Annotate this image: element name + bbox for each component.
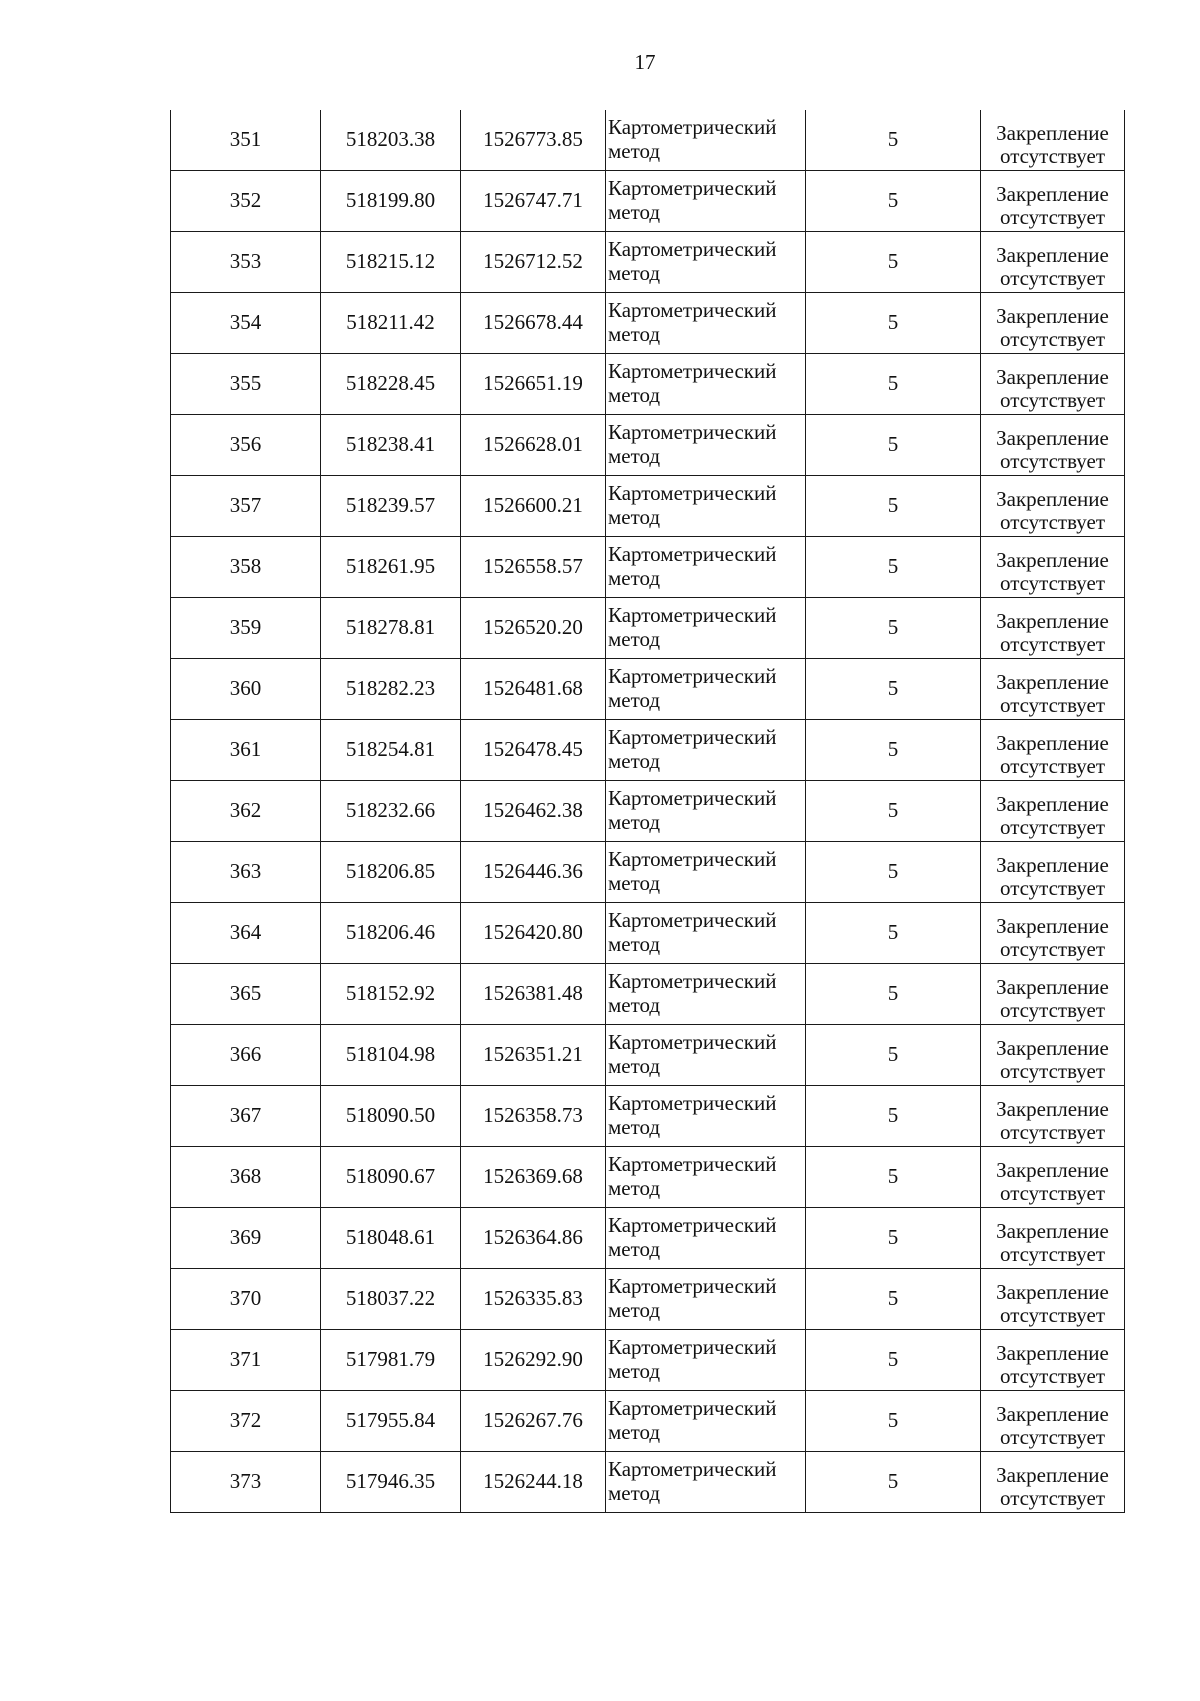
fixing-cell: Закрепление отсутствует	[981, 1391, 1125, 1452]
table-row	[171, 1025, 1125, 1086]
fixing-cell: Закрепление отсутствует	[981, 1269, 1125, 1330]
table-row	[171, 476, 1125, 537]
table-row	[171, 903, 1125, 964]
x-coordinate-cell: 518090.50	[321, 1086, 461, 1147]
fixing-cell: Закрепление отсутствует	[981, 1025, 1125, 1086]
table-row	[171, 537, 1125, 598]
table-row	[171, 1208, 1125, 1269]
y-coordinate-cell: 1526462.38	[461, 781, 606, 842]
point-number-cell: 360	[171, 659, 321, 720]
y-coordinate-cell: 1526481.68	[461, 659, 606, 720]
method-cell: Картометрический метод	[606, 537, 806, 598]
x-coordinate-cell: 518203.38	[321, 110, 461, 171]
point-number-cell: 369	[171, 1208, 321, 1269]
accuracy-cell: 5	[806, 659, 981, 720]
table-row	[171, 842, 1125, 903]
y-coordinate-cell: 1526446.36	[461, 842, 606, 903]
table-row	[171, 1086, 1125, 1147]
x-coordinate-cell: 518239.57	[321, 476, 461, 537]
point-number-cell: 367	[171, 1086, 321, 1147]
x-coordinate-cell: 518232.66	[321, 781, 461, 842]
fixing-cell: Закрепление отсутствует	[981, 1330, 1125, 1391]
y-coordinate-cell: 1526244.18	[461, 1452, 606, 1513]
y-coordinate-cell: 1526381.48	[461, 964, 606, 1025]
point-number-cell: 372	[171, 1391, 321, 1452]
method-cell: Картометрический метод	[606, 720, 806, 781]
x-coordinate-cell: 517946.35	[321, 1452, 461, 1513]
fixing-cell: Закрепление отсутствует	[981, 476, 1125, 537]
coordinates-table	[170, 110, 1125, 1513]
y-coordinate-cell: 1526600.21	[461, 476, 606, 537]
x-coordinate-cell: 518206.85	[321, 842, 461, 903]
y-coordinate-cell: 1526358.73	[461, 1086, 606, 1147]
point-number-cell: 359	[171, 598, 321, 659]
table-row	[171, 659, 1125, 720]
point-number-cell: 354	[171, 293, 321, 354]
x-coordinate-cell: 517955.84	[321, 1391, 461, 1452]
accuracy-cell: 5	[806, 354, 981, 415]
method-cell: Картометрический метод	[606, 1330, 806, 1391]
x-coordinate-cell: 518104.98	[321, 1025, 461, 1086]
accuracy-cell: 5	[806, 1452, 981, 1513]
table-row	[171, 1391, 1125, 1452]
method-cell: Картометрический метод	[606, 293, 806, 354]
table-row	[171, 964, 1125, 1025]
point-number-cell: 352	[171, 171, 321, 232]
method-cell: Картометрический метод	[606, 1025, 806, 1086]
point-number-cell: 370	[171, 1269, 321, 1330]
method-cell: Картометрический метод	[606, 598, 806, 659]
y-coordinate-cell: 1526773.85	[461, 110, 606, 171]
accuracy-cell: 5	[806, 1269, 981, 1330]
point-number-cell: 365	[171, 964, 321, 1025]
accuracy-cell: 5	[806, 964, 981, 1025]
x-coordinate-cell: 518238.41	[321, 415, 461, 476]
y-coordinate-cell: 1526420.80	[461, 903, 606, 964]
table-row	[171, 354, 1125, 415]
accuracy-cell: 5	[806, 415, 981, 476]
fixing-cell: Закрепление отсутствует	[981, 1208, 1125, 1269]
x-coordinate-cell: 518090.67	[321, 1147, 461, 1208]
method-cell: Картометрический метод	[606, 842, 806, 903]
method-cell: Картометрический метод	[606, 1391, 806, 1452]
method-cell: Картометрический метод	[606, 781, 806, 842]
accuracy-cell: 5	[806, 1086, 981, 1147]
coordinates-table-body	[171, 110, 1125, 1513]
method-cell: Картометрический метод	[606, 964, 806, 1025]
x-coordinate-cell: 518215.12	[321, 232, 461, 293]
accuracy-cell: 5	[806, 293, 981, 354]
accuracy-cell: 5	[806, 781, 981, 842]
accuracy-cell: 5	[806, 1208, 981, 1269]
accuracy-cell: 5	[806, 1330, 981, 1391]
y-coordinate-cell: 1526558.57	[461, 537, 606, 598]
table-row	[171, 598, 1125, 659]
point-number-cell: 371	[171, 1330, 321, 1391]
table-row	[171, 1330, 1125, 1391]
point-number-cell: 364	[171, 903, 321, 964]
fixing-cell: Закрепление отсутствует	[981, 1452, 1125, 1513]
point-number-cell: 351	[171, 110, 321, 171]
accuracy-cell: 5	[806, 232, 981, 293]
x-coordinate-cell: 518206.46	[321, 903, 461, 964]
y-coordinate-cell: 1526651.19	[461, 354, 606, 415]
table-row	[171, 1269, 1125, 1330]
table-row	[171, 171, 1125, 232]
table-row	[171, 1147, 1125, 1208]
method-cell: Картометрический метод	[606, 1269, 806, 1330]
y-coordinate-cell: 1526335.83	[461, 1269, 606, 1330]
x-coordinate-cell: 518211.42	[321, 293, 461, 354]
fixing-cell: Закрепление отсутствует	[981, 232, 1125, 293]
y-coordinate-cell: 1526712.52	[461, 232, 606, 293]
x-coordinate-cell: 518152.92	[321, 964, 461, 1025]
method-cell: Картометрический метод	[606, 354, 806, 415]
point-number-cell: 362	[171, 781, 321, 842]
method-cell: Картометрический метод	[606, 476, 806, 537]
y-coordinate-cell: 1526292.90	[461, 1330, 606, 1391]
fixing-cell: Закрепление отсутствует	[981, 354, 1125, 415]
fixing-cell: Закрепление отсутствует	[981, 842, 1125, 903]
fixing-cell: Закрепление отсутствует	[981, 171, 1125, 232]
fixing-cell: Закрепление отсутствует	[981, 598, 1125, 659]
x-coordinate-cell: 518261.95	[321, 537, 461, 598]
fixing-cell: Закрепление отсутствует	[981, 110, 1125, 171]
y-coordinate-cell: 1526628.01	[461, 415, 606, 476]
fixing-cell: Закрепление отсутствует	[981, 781, 1125, 842]
x-coordinate-cell: 518037.22	[321, 1269, 461, 1330]
method-cell: Картометрический метод	[606, 1452, 806, 1513]
point-number-cell: 373	[171, 1452, 321, 1513]
fixing-cell: Закрепление отсутствует	[981, 537, 1125, 598]
fixing-cell: Закрепление отсутствует	[981, 415, 1125, 476]
accuracy-cell: 5	[806, 720, 981, 781]
y-coordinate-cell: 1526267.76	[461, 1391, 606, 1452]
accuracy-cell: 5	[806, 903, 981, 964]
method-cell: Картометрический метод	[606, 659, 806, 720]
accuracy-cell: 5	[806, 110, 981, 171]
point-number-cell: 361	[171, 720, 321, 781]
y-coordinate-cell: 1526364.86	[461, 1208, 606, 1269]
accuracy-cell: 5	[806, 1147, 981, 1208]
table-row	[171, 1452, 1125, 1513]
method-cell: Картометрический метод	[606, 171, 806, 232]
table-row	[171, 720, 1125, 781]
fixing-cell: Закрепление отсутствует	[981, 1147, 1125, 1208]
accuracy-cell: 5	[806, 598, 981, 659]
point-number-cell: 353	[171, 232, 321, 293]
method-cell: Картометрический метод	[606, 232, 806, 293]
method-cell: Картометрический метод	[606, 110, 806, 171]
y-coordinate-cell: 1526478.45	[461, 720, 606, 781]
method-cell: Картометрический метод	[606, 1086, 806, 1147]
point-number-cell: 366	[171, 1025, 321, 1086]
accuracy-cell: 5	[806, 537, 981, 598]
fixing-cell: Закрепление отсутствует	[981, 964, 1125, 1025]
method-cell: Картометрический метод	[606, 903, 806, 964]
page-number: 17	[634, 50, 656, 74]
fixing-cell: Закрепление отсутствует	[981, 903, 1125, 964]
point-number-cell: 363	[171, 842, 321, 903]
x-coordinate-cell: 518048.61	[321, 1208, 461, 1269]
x-coordinate-cell: 518278.81	[321, 598, 461, 659]
y-coordinate-cell: 1526747.71	[461, 171, 606, 232]
accuracy-cell: 5	[806, 1025, 981, 1086]
method-cell: Картометрический метод	[606, 1208, 806, 1269]
table-row	[171, 110, 1125, 171]
point-number-cell: 356	[171, 415, 321, 476]
y-coordinate-cell: 1526678.44	[461, 293, 606, 354]
accuracy-cell: 5	[806, 171, 981, 232]
x-coordinate-cell: 518282.23	[321, 659, 461, 720]
method-cell: Картометрический метод	[606, 415, 806, 476]
y-coordinate-cell: 1526369.68	[461, 1147, 606, 1208]
x-coordinate-cell: 518228.45	[321, 354, 461, 415]
fixing-cell: Закрепление отсутствует	[981, 293, 1125, 354]
point-number-cell: 368	[171, 1147, 321, 1208]
accuracy-cell: 5	[806, 1391, 981, 1452]
accuracy-cell: 5	[806, 842, 981, 903]
x-coordinate-cell: 518199.80	[321, 171, 461, 232]
point-number-cell: 355	[171, 354, 321, 415]
fixing-cell: Закрепление отсутствует	[981, 1086, 1125, 1147]
method-cell: Картометрический метод	[606, 1147, 806, 1208]
y-coordinate-cell: 1526520.20	[461, 598, 606, 659]
y-coordinate-cell: 1526351.21	[461, 1025, 606, 1086]
table-row	[171, 415, 1125, 476]
fixing-cell: Закрепление отсутствует	[981, 720, 1125, 781]
table-row	[171, 293, 1125, 354]
x-coordinate-cell: 517981.79	[321, 1330, 461, 1391]
point-number-cell: 357	[171, 476, 321, 537]
accuracy-cell: 5	[806, 476, 981, 537]
x-coordinate-cell: 518254.81	[321, 720, 461, 781]
point-number-cell: 358	[171, 537, 321, 598]
table-row	[171, 232, 1125, 293]
table-row	[171, 781, 1125, 842]
fixing-cell: Закрепление отсутствует	[981, 659, 1125, 720]
